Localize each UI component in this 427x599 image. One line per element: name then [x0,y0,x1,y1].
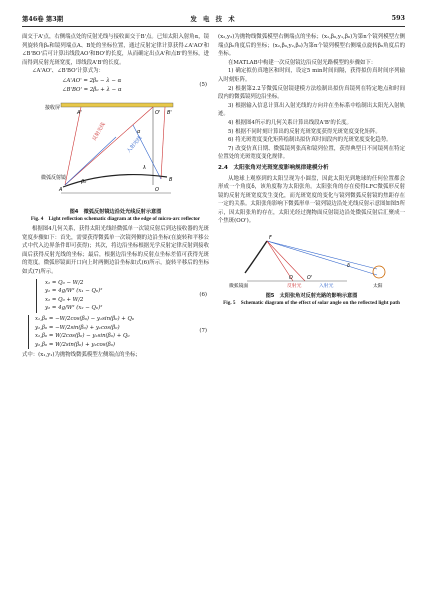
step-3: 3) 根据输入信息计算出入射光线的方向并在坐标系中绘制出太阳光入射轨迹。 [218,102,405,118]
figure-5-caption-cn: 图5 太阳张角对反射光路的影响示意图 [265,293,358,300]
step-5: 5) 根据不同时刻计算出的反射光斑宽度获得光斑宽度变化矩阵。 [228,128,381,135]
eq5-line-1: ∠A'AO' = 2β₀ − λ − α [62,77,122,84]
step-1: 1) 确定拟仿真地区和时间，设定5 min时间间隔，获得拟仿真时间序列输入时刻矩阵。 [218,68,405,83]
eq7-line-3: x₂,β₀ = W/2cos(β₀) − y₂sin(β₀) + Q₀ [35,333,130,340]
label-incident-light: 入射光 [318,284,333,290]
eq7-line-2: y₁,β₀ = −W/2sin(β₀) + y₁cos(β₀) [35,324,120,331]
receiver-screen [61,103,173,107]
left-column [22,33,209,360]
label-o-prime: O' [306,276,312,282]
eq5-number: (5) [199,81,207,88]
label-sun: 太阳 [372,284,383,290]
reflected-ray-mid [65,107,153,185]
eq6-line-1: x₁ = Q₀ − W/2 [45,279,84,286]
eq6-brace [36,279,209,313]
mirror-surface [245,241,267,273]
figure-5 [227,229,397,291]
label-alpha: α [136,128,140,135]
label-o: O [288,276,293,282]
header-rule [22,26,405,27]
eq5-line-2: ∠B'BO' = 2β₀ + λ − α [62,86,122,93]
eq7-line-4: y₂,β₀ = W/2sin(β₀) + y₂cos(β₀) [35,341,116,348]
page-number: 593 [391,14,405,22]
figure-4-diagram [41,97,191,207]
step-2: 2) 根据第2.2节微弧反射镜建模方法绘制出拟仿真镜列在特定地点和时间段内的微弧镜列边沿坐标。 [218,85,405,101]
reflected-ray-1 [267,241,293,281]
label-mirror-surface: 微弧镜面 [228,284,248,290]
figure-5-diagram [227,229,397,291]
eq6-line-4: y₂ = 4g/W² (x₂ − Q₀)² [45,305,103,312]
label-a: A [58,186,62,193]
equation-6 [22,279,209,313]
left-para-3: 式中：(x₁,y₁)为抛物线微弧模型左侧端点的坐标； [22,352,141,359]
right-para-1: (x₂,y₂)为抛物线微弧模型右侧端点的坐标；(x₁,β₀,y₁,β₀)为第n个镜列模型左侧端点β₀角度后的坐标；(x₂,β₀,y₂,β₀)为第n个镜列模型右侧端点旋转β₀角度后的坐标。 [218,34,405,58]
left-para-1: 面交于A'点，右侧端点处的反射光线与接收面交于B'点。已知太阳入射角α，镜列旋转角β₀和镜列端点A、B处的坐标位置，通过反射定律计算获得∠A'AO'和∠B'BO'后可计算出线段AO'和BO'的长度，从而确定出点A'和点B'的坐标，进而得到反射光斑宽度，即线段A'B'的长度。 [22,34,209,66]
left-para-2: 根据图4几何关系，获得太阳光线经微弧单一次镜反射后到达接收器的光斑宽度步骤如下：首先，需要获得微弧单一次镜列侧的边沿坐标(在旋转和平移公式中代入边界条件即可获得)；其次，将边沿坐标根据光学反射定律反射到接收面后获得反射光线的坐标；最后，根据边沿坐标的反射点坐标差值可获得光斑的宽度。微弧形镜面开口向上时两侧边沿坐标如式(6)所示，旋转平移后的坐标如式(7)所示。 [22,225,209,275]
label-lambda: λ [142,164,146,171]
label-delta: δ [346,264,350,270]
right-para-2: 在MATLAB中构建一次反射镜边沿反射光路模型的步骤如下： [228,59,377,66]
label-b-prime: B' [166,109,172,116]
label-beta: β₀ [80,178,86,185]
label-o: O [154,186,159,193]
label-o-prime: O' [154,109,160,116]
incident-ray-top [267,241,377,269]
journal-title: 发 电 技 术 [190,15,237,23]
eq7-number: (7) [199,327,207,334]
sun-icon [373,266,385,278]
label-screen: 接收屏 [44,104,60,111]
label-reflected: 反射光 [286,284,301,290]
figure-4-caption-cn: 图4 微弧反射镜边沿处光线反射示意图 [69,208,162,215]
section-heading-2-4: 2.4 太阳张角对光斑宽度影响规律建模分析 [218,164,329,171]
eq6-number: (6) [199,291,207,298]
figure-4-caption-en: Fig. 4 Light reflection schematic diagram at the edge of micro-arc reflector [30,215,201,222]
step-4: 4) 根据图4所示的几何关系计算出线段A'B'的长度。 [228,119,352,126]
left-para-1b: ∠A'AO'、∠B'BO'计算式为： [32,68,104,75]
eq7-line-1: x₁,β₀ = −W/2cos(β₀) − y₁sin(β₀) + Q₀ [35,315,135,322]
reflected-ray-right [161,107,165,179]
step-6: 6) 将光斑宽度变化矩阵绘制出拟仿真时间段内的光斑宽度变化趋势。 [228,137,392,144]
step-7: 7) 改变仿真日期、微弧镜列张高和镜列位置，获得典型日不同镜列在特定位置处的光斑宽度变化规律。 [218,145,405,161]
label-incident: 入射光线 [125,135,143,155]
right-column [218,33,405,307]
figure-4 [41,97,191,207]
micro-arc-mirror [63,175,167,187]
incident-ray-left [65,137,116,185]
eq7-brace [28,315,209,349]
label-mirror: 微弧反射镜 [40,174,66,181]
label-reflect: 反射光线 [91,121,107,142]
issue-label: 第46卷 第3期 [22,15,64,23]
label-f: F [268,236,272,242]
label-b: B [168,176,172,183]
figure-5-caption-en: Fig. 5 Schematic diagram of the effect of solar angle on the reflected light path [223,300,400,307]
right-para-3: 从地球上观察到的太阳呈现为小圆盘，因此太阳光到地球的任何位置都会形成一个角度δ，该角度称为太阳张角。太阳张角的存在使得LFC微弧形反射镜的反射光斑宽度发生变化，而光斑宽度的变化与镜列微弧反射镜的焦距存在一定的关系。太阳张角影响下微弧形单一镜列镜边沿处光线反射示意图如图5所示，因太阳张角的存在，太阳光经过抛物面反射镜边沿处微弧反射后汇聚成一个焦斑(OO')。 [218,175,405,225]
label-a-prime: A' [76,109,82,116]
eq6-line-3: x₂ = Q₀ + W/2 [45,296,84,303]
equation-5 [22,77,209,95]
eq6-line-2: y₁ = 4g/W² (x₁ − Q₀)² [45,288,103,295]
equation-7 [22,315,209,349]
